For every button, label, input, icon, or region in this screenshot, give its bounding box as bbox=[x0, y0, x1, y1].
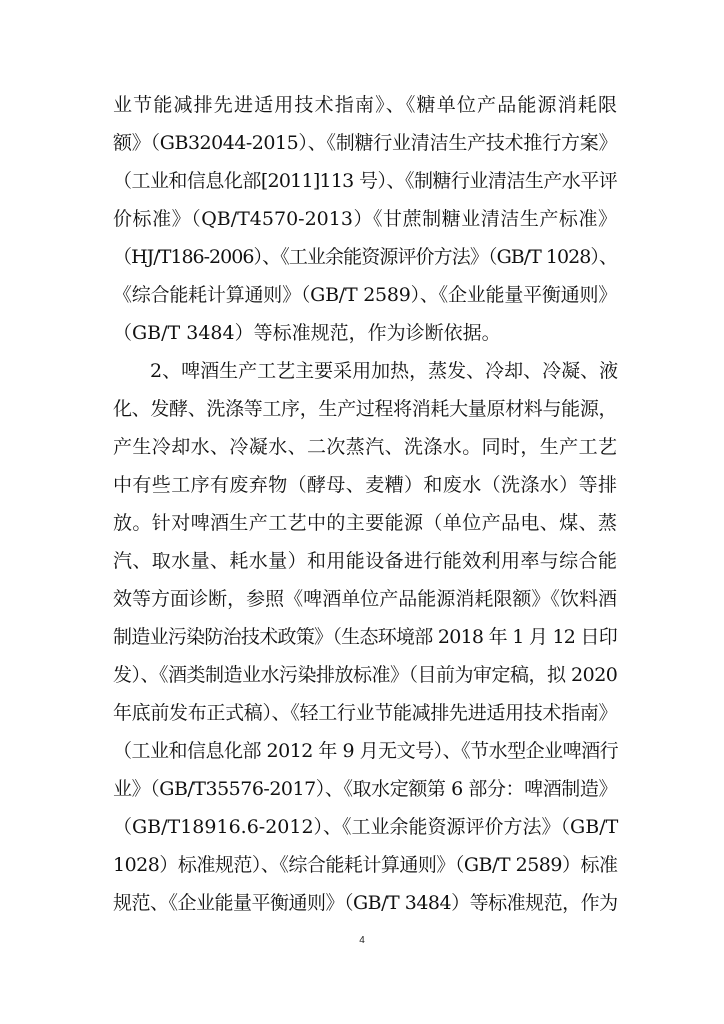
body-text-line: 业节能减排先进适用技术指南》、《糖单位产品能源消耗限 bbox=[113, 94, 617, 116]
body-text-line: 业》（GB/T35576-2017）、《取水定额第 6 部分：啤酒制造》 bbox=[113, 778, 617, 800]
body-text-line: 1028）标准规范）、《综合能耗计算通则》（GB/T 2589）标准 bbox=[113, 854, 618, 876]
body-text-line: 效等方面诊断，参照《啤酒单位产品能源消耗限额》《饮料酒 bbox=[113, 588, 617, 610]
page-number: 4 bbox=[359, 935, 365, 946]
body-text-line: 制造业污染防治技术政策》（生态环境部 2018 年 1 月 12 日印 bbox=[113, 626, 617, 648]
body-text-line: （HJ/T186-2006）、《工业余能资源评价方法》（GB/T 1028）、 bbox=[113, 246, 617, 268]
body-text-line: 《综合能耗计算通则》（GB/T 2589）、《企业能量平衡通则》 bbox=[113, 284, 617, 306]
body-text-line: （工业和信息化部 2012 年 9 月无文号）、《节水型企业啤酒行 bbox=[113, 740, 619, 762]
body-text-line: 额》（GB32044-2015）、《制糖行业清洁生产技术推行方案》 bbox=[113, 132, 617, 154]
body-text-line: （GB/T 3484）等标准规范，作为诊断依据。 bbox=[113, 322, 501, 344]
paragraph-first-line: 2、啤酒生产工艺主要采用加热，蒸发、冷却、冷凝、液 bbox=[150, 360, 619, 382]
body-text-line: 规范、《企业能量平衡通则》（GB/T 3484）等标准规范，作为 bbox=[113, 892, 618, 914]
body-text-line: 产生冷却水、冷凝水、二次蒸汽、洗涤水。同时，生产工艺 bbox=[113, 436, 617, 458]
body-text-line: （GB/T18916.6-2012）、《工业余能资源评价方法》（GB/T bbox=[113, 816, 619, 838]
body-text-line: 化、发酵、洗涤等工序，生产过程将消耗大量原材料与能源， bbox=[113, 398, 617, 420]
body-text-line: （工业和信息化部[2011]113 号）、《制糖行业清洁生产水平评 bbox=[113, 170, 617, 192]
body-text-line: 汽、取水量、耗水量）和用能设备进行能效利用率与综合能 bbox=[113, 550, 617, 572]
body-text-line: 放。针对啤酒生产工艺中的主要能源（单位产品电、煤、蒸 bbox=[113, 512, 617, 534]
body-text-line: 年底前发布正式稿）、《轻工行业节能减排先进适用技术指南》 bbox=[113, 702, 617, 724]
body-text-line: 价标准》（QB/T4570-2013）《甘蔗制糖业清洁生产标准》 bbox=[113, 208, 617, 230]
body-text-line: 发）、《酒类制造业水污染排放标准》（目前为审定稿，拟 2020 bbox=[113, 664, 618, 686]
body-text-line: 中有些工序有废弃物（酵母、麦糟）和废水（洗涤水）等排 bbox=[113, 474, 617, 496]
